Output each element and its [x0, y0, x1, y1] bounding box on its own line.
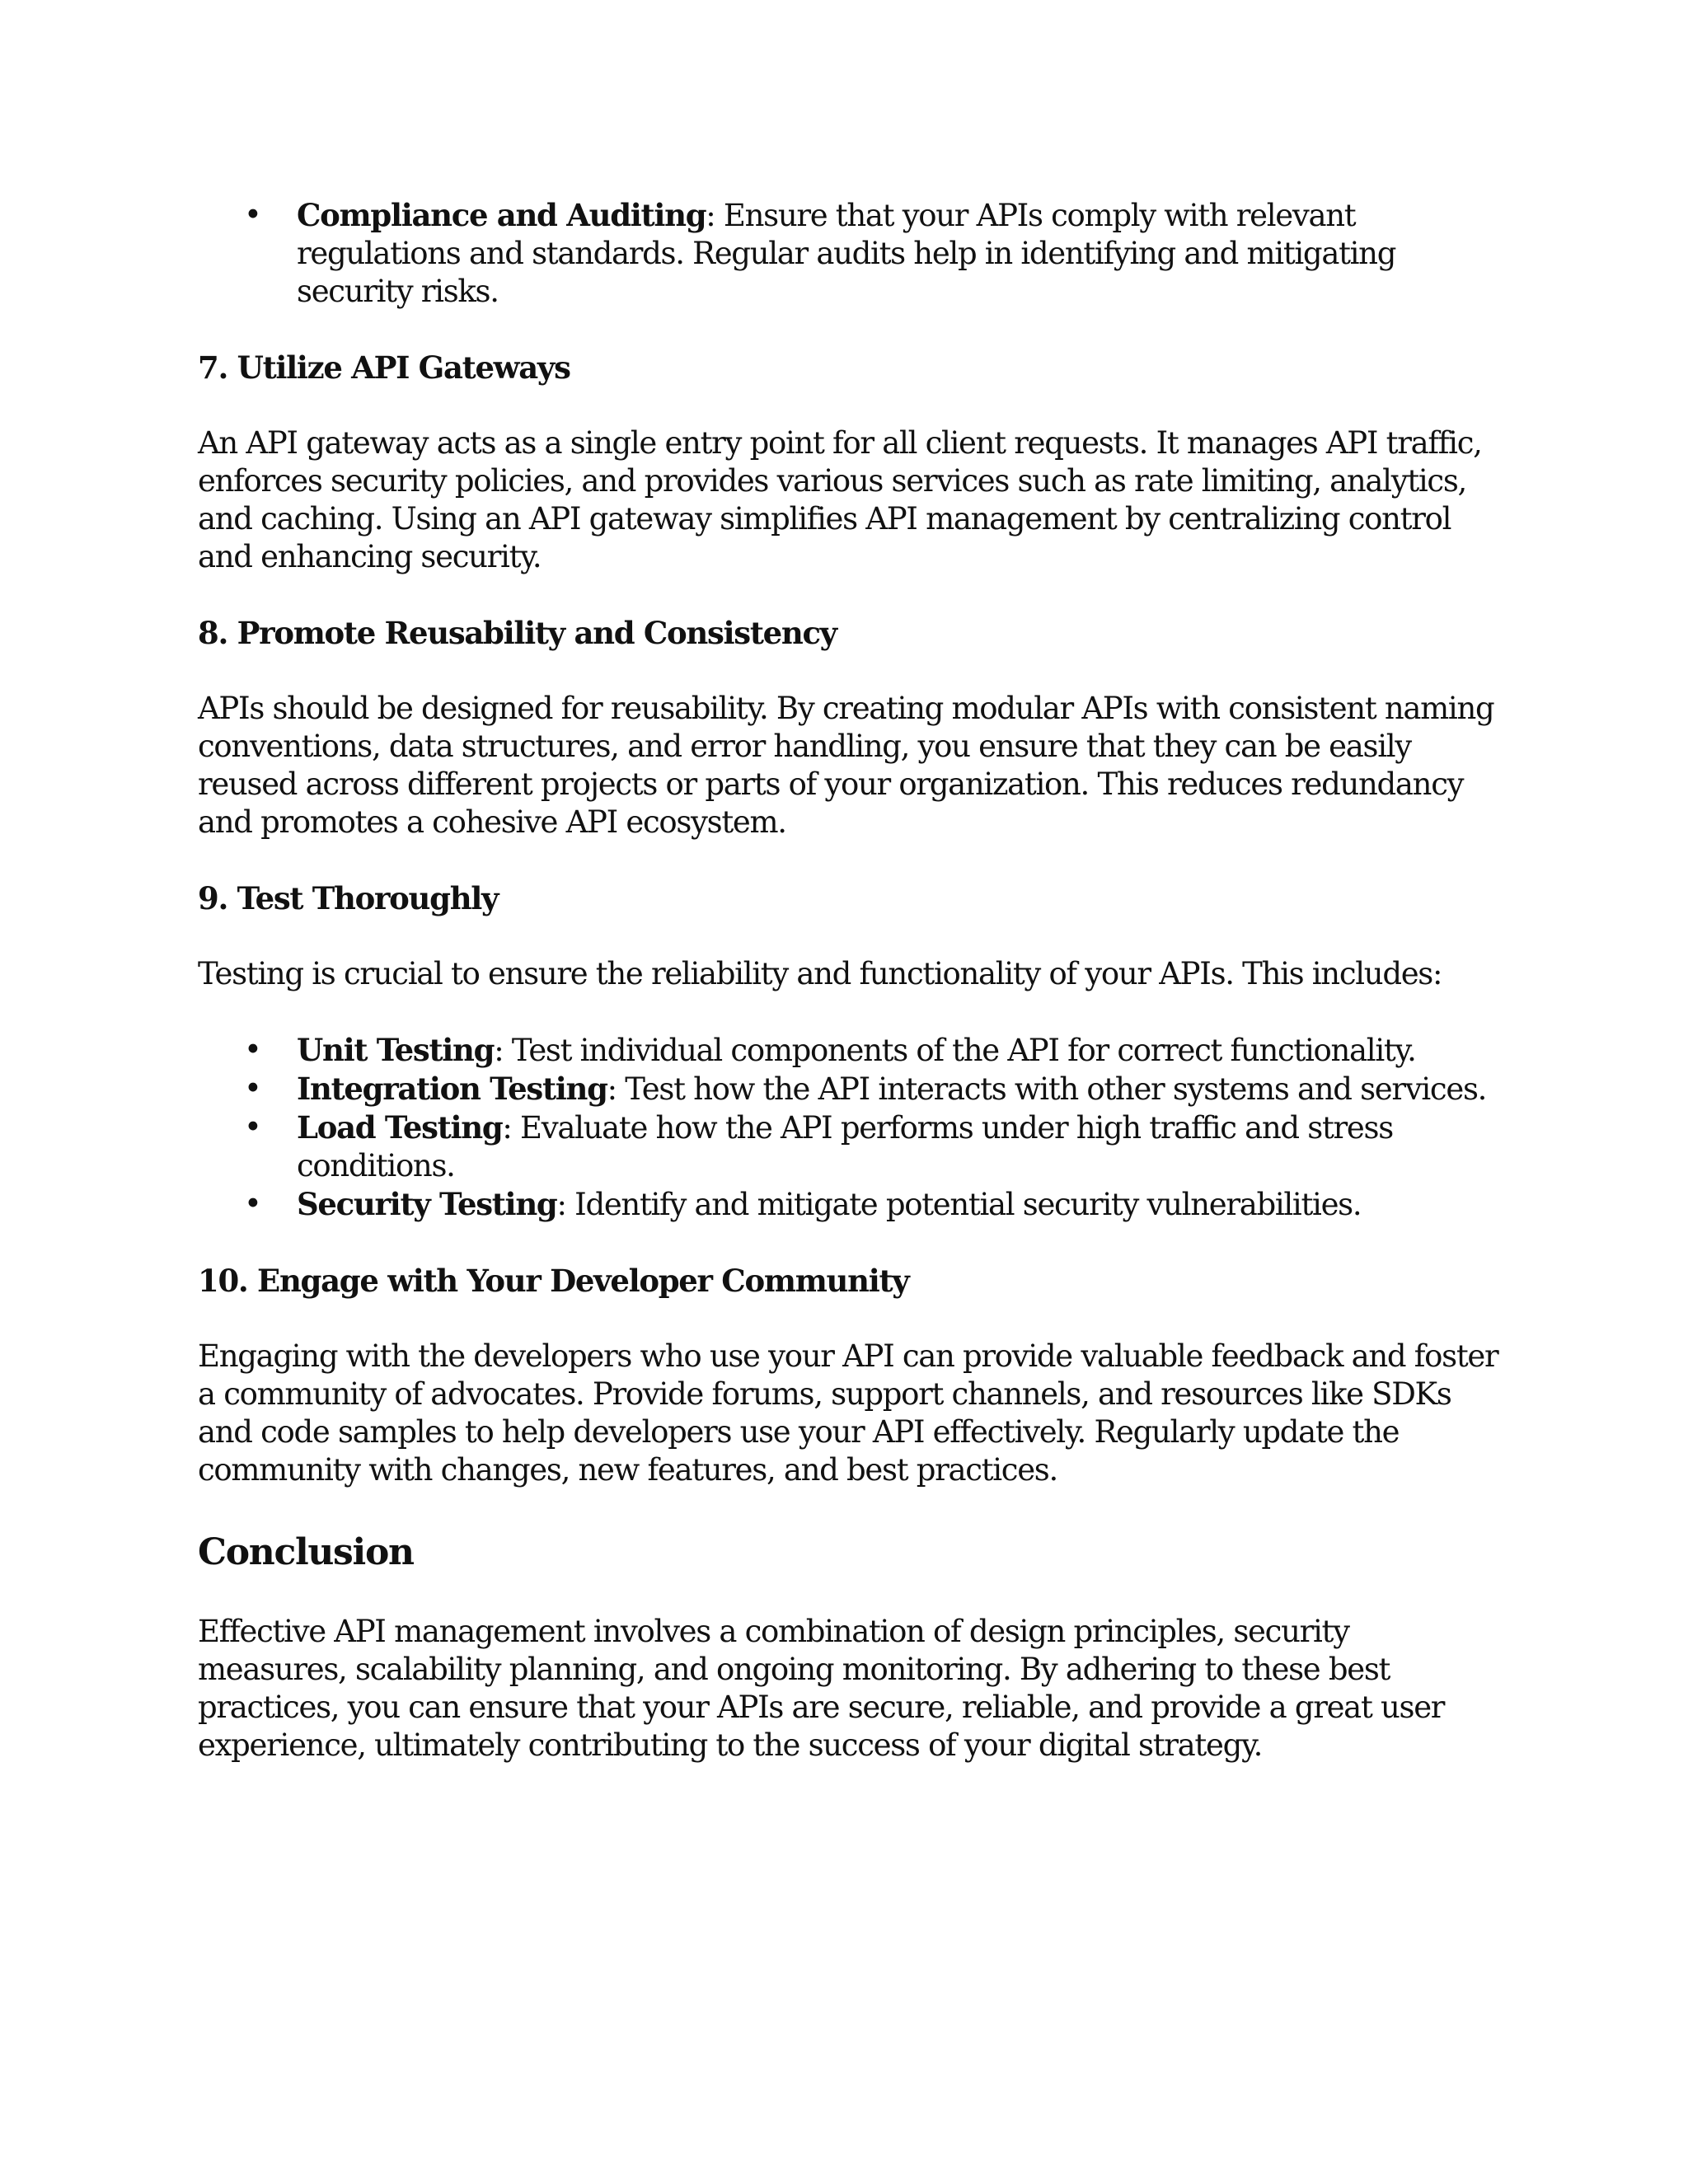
list-item-text: : Identify and mitigate potential security vulnerabilities.	[556, 1187, 1362, 1222]
section-paragraph-testing: Testing is crucial to ensure the reliability and functionality of your APIs. This includes:	[198, 956, 1442, 991]
document-page	[198, 196, 1500, 1765]
section-paragraph-reusability: APIs should be designed for reusability. By creating modular APIs with consistent naming conventions, data structures, and error handling, you ensure that they can be easily reused across different projects or parts of your organization. This reduces redundancy and promotes a cohesive API ecosystem.	[198, 691, 1494, 840]
list-item-text: : Ensure that your APIs comply with relevant regulations and standards. Regular audits help in identifying and mitigating security risks.	[297, 198, 1396, 309]
section-paragraph-community: Engaging with the developers who use your API can provide valuable feedback and foster a community of advocates. Provide forums, support channels, and resources like SDKs and code samples to help developers use your API effectively. Regularly update the community with changes, new features, and best practices.	[198, 1338, 1498, 1488]
list-item-term: Load Testing	[297, 1109, 503, 1146]
list-item	[198, 1185, 1500, 1224]
list-item-term: Security Testing	[297, 1186, 557, 1222]
section-heading-testing: 9. Test Thoroughly	[198, 880, 499, 916]
list-item-text: : Test individual components of the API for correct functionality.	[494, 1033, 1416, 1068]
section-heading-reusability: 8. Promote Reusability and Consistency	[198, 615, 837, 651]
list-item-term: Integration Testing	[297, 1071, 607, 1107]
list-item-term: Compliance and Auditing	[297, 197, 706, 233]
conclusion-paragraph: Effective API management involves a combination of design principles, security measures, scalability planning, and ongoing monitoring. By adhering to these best practices, you can ensure that your APIs are secure, reliable, and provide a great user experience, ultimately contributing to the success of your digital strategy.	[198, 1614, 1445, 1763]
list-item	[198, 1108, 1500, 1185]
section-heading-api-gateways: 7. Utilize API Gateways	[198, 349, 570, 386]
section-heading-community: 10. Engage with Your Developer Community	[198, 1263, 909, 1299]
list-item	[198, 1031, 1500, 1070]
list-item-text: : Evaluate how the API performs under high traffic and stress conditions.	[297, 1110, 1393, 1183]
list-item-term: Unit Testing	[297, 1032, 495, 1068]
conclusion-heading: Conclusion	[198, 1531, 414, 1573]
list-item-text: : Test how the API interacts with other systems and services.	[607, 1071, 1487, 1107]
list-item	[198, 1070, 1500, 1108]
testing-list	[198, 1031, 1500, 1224]
list-item	[198, 196, 1500, 311]
section-paragraph-api-gateways: An API gateway acts as a single entry point for all client requests. It manages API traffic, enforces security policies, and provides various services such as rate limiting, analytics, and caching. Using an API gateway simplifies API management by centralizing control and enhancing security.	[198, 425, 1482, 574]
compliance-list	[198, 196, 1500, 311]
